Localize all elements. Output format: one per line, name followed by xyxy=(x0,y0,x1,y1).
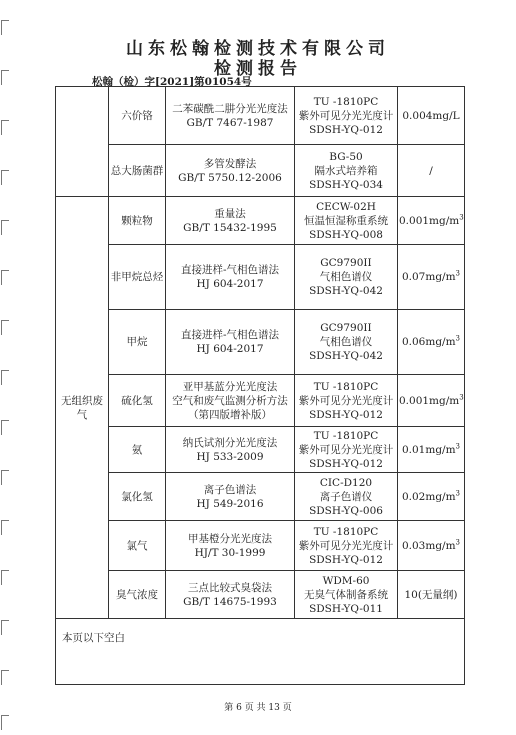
binding-mark xyxy=(1,120,9,135)
method-cell: 二苯碳酰二肼分光光度法 GB/T 7467-1987 xyxy=(166,87,295,145)
binding-mark xyxy=(1,370,9,385)
table-row xyxy=(56,619,465,685)
blank-note: 本页以下空白 xyxy=(56,619,465,685)
limit-cell: $0.01mg/m^3$ xyxy=(398,427,465,473)
instrument-cell: CIC-D120 离子色谱仪 SDSH-YQ-006 xyxy=(295,473,398,521)
item-cell: 甲烷 xyxy=(109,310,166,375)
binding-mark xyxy=(1,670,9,685)
method-cell: 重量法 GB/T 15432-1995 xyxy=(166,197,295,245)
method-cell: 离子色谱法 HJ 549-2016 xyxy=(166,473,295,521)
method-cell: 直接进样-气相色谱法 HJ 604-2017 xyxy=(166,310,295,375)
limit-cell: $0.07mg/m^3$ xyxy=(398,245,465,310)
item-cell: 臭气浓度 xyxy=(109,571,166,619)
method-cell: 亚甲基蓝分光光度法 空气和废气监测分析方法 （第四版增补版） xyxy=(166,375,295,427)
instrument-cell: WDM-60 无臭气体制备系统 SDSH-YQ-011 xyxy=(295,571,398,619)
limit-cell: 0.004mg/L xyxy=(398,87,465,145)
limit-cell: $0.03mg/m^3$ xyxy=(398,521,465,571)
table-row xyxy=(56,375,465,427)
item-cell: 总大肠菌群 xyxy=(109,145,166,197)
binding-mark xyxy=(1,570,9,585)
table-row xyxy=(56,245,465,310)
table-row xyxy=(56,473,465,521)
group-cell-empty xyxy=(56,87,109,197)
instrument-cell: CECW-02H 恒温恒湿称重系统 SDSH-YQ-008 xyxy=(295,197,398,245)
item-cell: 氯气 xyxy=(109,521,166,571)
table-row xyxy=(56,145,465,197)
instrument-cell: TU -1810PC 紫外可见分光光度计 SDSH-YQ-012 xyxy=(295,521,398,571)
limit-cell: $0.06mg/m^3$ xyxy=(398,310,465,375)
binding-mark xyxy=(1,170,9,185)
item-cell: 颗粒物 xyxy=(109,197,166,245)
binding-mark xyxy=(1,420,9,435)
instrument-cell: BG-50 隔水式培养箱 SDSH-YQ-034 xyxy=(295,145,398,197)
item-cell: 氯化氢 xyxy=(109,473,166,521)
item-cell: 非甲烷总烃 xyxy=(109,245,166,310)
item-cell: 氨 xyxy=(109,427,166,473)
binding-mark xyxy=(1,20,9,35)
limit-cell: 10(无量纲) xyxy=(398,571,465,619)
binding-mark xyxy=(1,715,9,730)
method-cell: 三点比较式臭袋法 GB/T 14675-1993 xyxy=(166,571,295,619)
table-row xyxy=(56,571,465,619)
limit-cell: $0.001mg/m^3$ xyxy=(398,197,465,245)
limit-cell: / xyxy=(398,145,465,197)
binding-mark xyxy=(1,220,9,235)
instrument-cell: GC9790II 气相色谱仪 SDSH-YQ-042 xyxy=(295,310,398,375)
page-footer: 第 6 页 共 13 页 xyxy=(224,703,292,713)
report-title: 检测报告 xyxy=(214,59,302,79)
binding-mark xyxy=(1,320,9,335)
test-method-table xyxy=(55,86,465,685)
instrument-cell: TU -1810PC 紫外可见分光光度计 SDSH-YQ-012 xyxy=(295,427,398,473)
method-cell: 多管发酵法 GB/T 5750.12-2006 xyxy=(166,145,295,197)
company-name: 山东松翰检测技术有限公司 xyxy=(126,39,390,59)
instrument-cell: GC9790II 气相色谱仪 SDSH-YQ-042 xyxy=(295,245,398,310)
instrument-cell: TU -1810PC 紫外可见分光光度计 SDSH-YQ-012 xyxy=(295,87,398,145)
limit-cell: $0.02mg/m^3$ xyxy=(398,473,465,521)
binding-mark xyxy=(1,270,9,285)
method-cell: 甲基橙分光光度法 HJ/T 30-1999 xyxy=(166,521,295,571)
group-label: 无组织废气 xyxy=(56,197,109,619)
method-cell: 纳氏试剂分光光度法 HJ 533-2009 xyxy=(166,427,295,473)
report-number: 松翰（检）字[2021]第01054号 xyxy=(92,76,252,88)
table-row xyxy=(56,87,465,145)
scan-edge xyxy=(0,0,10,735)
table-row xyxy=(56,427,465,473)
method-cell: 直接进样-气相色谱法 HJ 604-2017 xyxy=(166,245,295,310)
item-cell: 六价铬 xyxy=(109,87,166,145)
table-row xyxy=(56,197,465,245)
table-row xyxy=(56,521,465,571)
limit-cell: $0.001mg/m^3$ xyxy=(398,375,465,427)
table-row xyxy=(56,310,465,375)
binding-mark xyxy=(1,620,9,635)
instrument-cell: TU -1810PC 紫外可见分光光度计 SDSH-YQ-012 xyxy=(295,375,398,427)
binding-mark xyxy=(1,470,9,485)
item-cell: 硫化氢 xyxy=(109,375,166,427)
binding-mark xyxy=(1,520,9,535)
